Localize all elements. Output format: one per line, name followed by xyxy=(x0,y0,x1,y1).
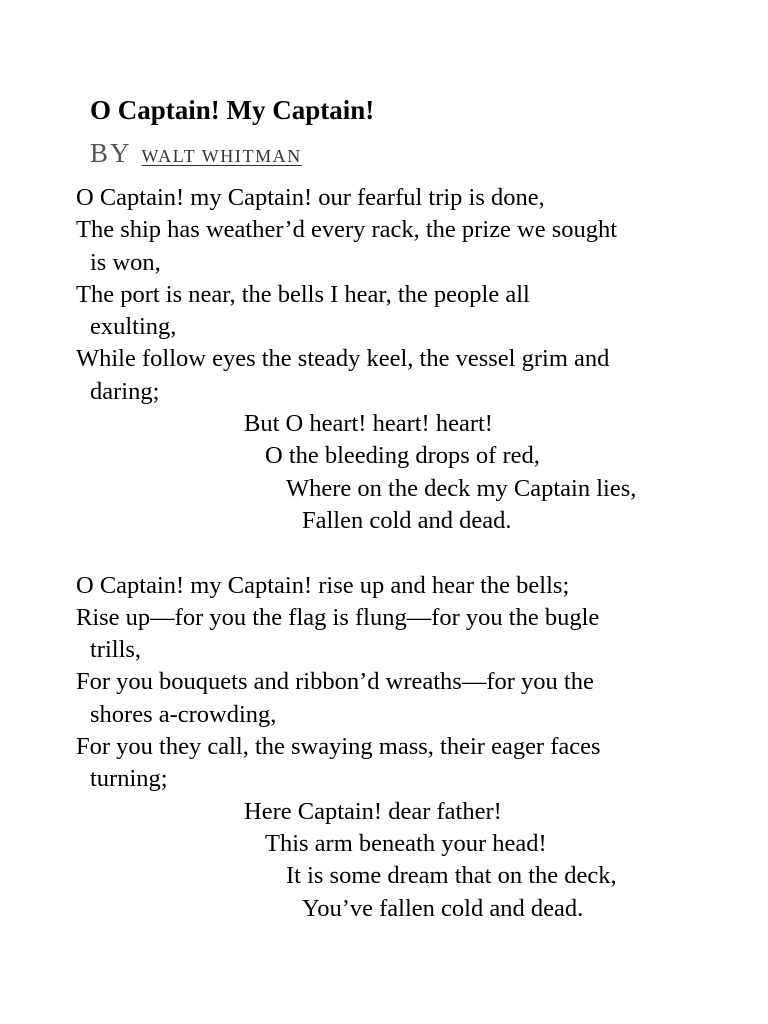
byline-prefix: BY xyxy=(90,138,132,168)
poem-line-continuation: shores a-crowding, xyxy=(90,700,277,728)
poem-line: The ship has weather’d every rack, the prize we sought xyxy=(76,216,618,244)
poem-line-continuation: daring; xyxy=(90,377,160,405)
poem-line: While follow eyes the steady keel, the vessel grim and xyxy=(76,345,610,373)
poem-refrain-line: Where on the deck my Captain lies, xyxy=(286,474,637,502)
poem-refrain-line: It is some dream that on the deck, xyxy=(286,862,617,890)
stanza-2 xyxy=(76,570,696,925)
poem-body xyxy=(76,182,696,925)
stanza-1 xyxy=(76,182,696,537)
poem-line-continuation: exulting, xyxy=(90,313,177,341)
byline xyxy=(90,136,302,175)
poem-refrain-line: O the bleeding drops of red, xyxy=(265,442,540,470)
poem-refrain-line: This arm beneath your head! xyxy=(265,829,547,857)
poem-line: The port is near, the bells I hear, the people all xyxy=(76,280,530,308)
poem-line: O Captain! my Captain! our fearful trip is done, xyxy=(76,184,545,211)
poem-title: O Captain! My Captain! xyxy=(90,95,375,125)
poem-line: Rise up—for you the flag is flung—for you the bugle xyxy=(76,603,600,631)
poem-refrain-line: But O heart! heart! heart! xyxy=(244,410,493,438)
poem-refrain-line: Fallen cold and dead. xyxy=(302,506,512,534)
poem-line: O Captain! my Captain! rise up and hear the bells; xyxy=(76,571,570,599)
poem-line-continuation: is won, xyxy=(90,248,161,276)
author-link[interactable]: WALT WHITMAN xyxy=(141,146,302,166)
poem-line-continuation: turning; xyxy=(90,765,168,793)
poem-refrain-line: You’ve fallen cold and dead. xyxy=(302,894,584,922)
poem-refrain-line: Here Captain! dear father! xyxy=(244,797,502,825)
poem-line: For you bouquets and ribbon’d wreaths—for you the xyxy=(76,668,594,696)
poem-line: For you they call, the swaying mass, their eager faces xyxy=(76,733,601,761)
poem-line-continuation: trills, xyxy=(90,636,142,664)
